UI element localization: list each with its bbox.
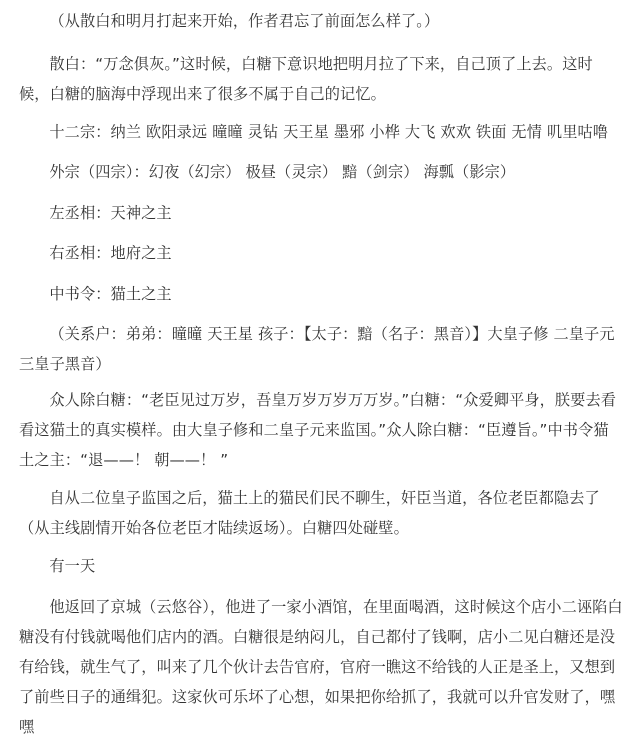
paragraph-twelve-sects: 十二宗：纳兰 欧阳录远 曈曈 灵钻 天王星 墨邪 小桦 大飞 欢欢 铁面 无情 叽里咕噜 — [49, 123, 609, 141]
paragraph-right-chancellor: 右丞相：地府之主 — [49, 244, 172, 262]
paragraph-relations: （关系户：弟弟：曈曈 天王星 孩子：【太子：黯（名子：黑音）】大皇子修 二皇子元 三皇子黑音） — [19, 325, 615, 373]
paragraph-one-day: 有一天 — [49, 557, 96, 575]
paragraph-court-scene: 众人除白糖：“老臣见过万岁，吾皇万岁万岁万万岁。”白糖：“众爱卿平身，朕要去看看这猫土的真实模样。由大皇子修和二皇子元来监国。”众人除白糖：“臣遵旨。”中书令猫土之主：“退——！ 朝——！ ” — [19, 391, 617, 469]
paragraph-tavern-story: 他返回了京城（云悠谷），他进了一家小酒馆，在里面喝酒，这时候这个店小二诬陷白糖没有付钱就喝他们店内的酒。白糖很是纳闷儿，自己都付了钱啊，店小二见白糖还是没有给钱，就生气了，叫来了几个伙计去告官府，官府一瞧这不给钱的人正是圣上，又想到了前些日子的通缉犯。这家伙可乐坏了心想，如果把你给抓了，我就可以升官发财了，嘿嘿 — [19, 598, 623, 736]
paragraph-left-chancellor: 左丞相：天神之主 — [49, 204, 172, 222]
paragraph-sanbai-dialogue: 散白：“万念俱灰。”这时候，白糖下意识地把明月拉了下来，自己顶了上去。这时候，白糖的脑海中浮现出来了很多不属于自己的记忆。 — [19, 55, 593, 103]
paragraph-outer-sects: 外宗（四宗）：幻夜（幻宗） 极昼（灵宗） 黯（剑宗） 海瓢（影宗） — [49, 163, 516, 181]
paragraph-intro-note: （从散白和明月打起来开始，作者君忘了前面怎么样了。） — [49, 12, 440, 30]
paragraph-princes-regency: 自从二位皇子监国之后，猫土上的猫民们民不聊生，奸臣当道，各位老臣都隐去了（从主线剧情开始各位老臣才陆续返场）。白糖四处碰壁。 — [19, 489, 600, 537]
paragraph-secretariat: 中书令：猫土之主 — [49, 285, 172, 303]
